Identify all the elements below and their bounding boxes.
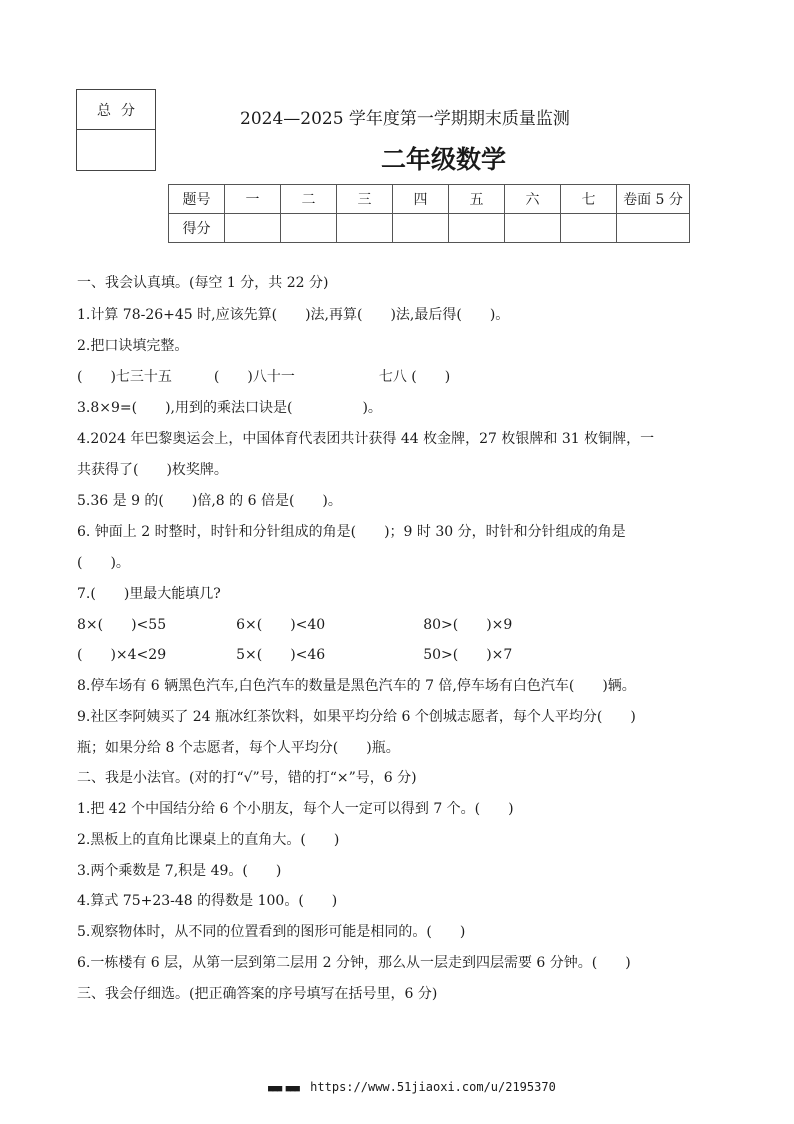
score-cell (505, 214, 561, 243)
question-line: ( )七三十五 ( )八十一 七八 ( ) (77, 369, 451, 385)
question-line: ( )×4<29 5×( )<46 50>( )×7 (77, 647, 513, 663)
section-1-heading: 一、我会认真填。(每空 1 分，共 22 分) (77, 275, 329, 291)
score-cell (281, 214, 337, 243)
col-header: 七 (561, 185, 617, 214)
question-line: 8.停车场有 6 辆黑色汽车,白色汽车的数量是黑色汽车的 7 倍,停车场有白色汽车( )辆。 (77, 678, 636, 694)
row-header-question: 题号 (169, 185, 225, 214)
col-header: 二 (281, 185, 337, 214)
row-header-score: 得分 (169, 214, 225, 243)
score-cell (393, 214, 449, 243)
question-line: 6.一栋楼有 6 层，从第一层到第二层用 2 分钟，那么从一层走到四层需要 6 分钟。( ) (77, 955, 631, 971)
col-header: 六 (505, 185, 561, 214)
score-cell (561, 214, 617, 243)
question-line: 9.社区李阿姨买了 24 瓶冰红茶饮料，如果平均分给 6 个创城志愿者，每个人平均分( ) (77, 709, 636, 725)
col-header: 三 (337, 185, 393, 214)
score-cell (337, 214, 393, 243)
section-3-heading: 三、我会仔细选。(把正确答案的序号填写在括号里，6 分) (77, 986, 438, 1002)
question-line: 2.把口诀填完整。 (77, 338, 189, 354)
score-cell (449, 214, 505, 243)
total-score-label: 总分 (77, 90, 155, 130)
score-cell (225, 214, 281, 243)
question-line: 1.计算 78-26+45 时,应该先算( )法,再算( )法,最后得( )。 (77, 307, 510, 323)
question-line: 4.算式 75+23-48 的得数是 100。( ) (77, 893, 338, 909)
score-table (168, 184, 690, 243)
footer-url[interactable]: https://www.51jiaoxi.com/u/2195370 (310, 1080, 556, 1094)
col-header: 卷面 5 分 (617, 185, 690, 214)
question-line: 5.36 是 9 的( )倍,8 的 6 倍是( )。 (77, 493, 342, 509)
footer-mark: ■■■ ■■■ (268, 1084, 299, 1094)
question-line: 6. 钟面上 2 时整时，时针和分针组成的角是( )；9 时 30 分，时针和分针组成的角是 (77, 524, 626, 540)
footer-watermark (268, 1080, 556, 1094)
question-line: 7.( )里最大能填几? (77, 586, 221, 602)
total-score-box (76, 89, 156, 171)
question-line: 瓶；如果分给 8 个志愿者，每个人平均分( )瓶。 (77, 740, 400, 756)
question-line: ( )。 (77, 555, 130, 571)
col-header: 一 (225, 185, 281, 214)
col-header: 五 (449, 185, 505, 214)
score-table-header-row (169, 185, 690, 214)
page-title: 二年级数学 (381, 145, 507, 174)
question-line: 1.把 42 个中国结分给 6 个小朋友，每个人一定可以得到 7 个。( ) (77, 801, 514, 817)
question-line: 3.8×9=( ),用到的乘法口诀是( )。 (77, 400, 382, 416)
question-line: 共获得了( )枚奖牌。 (77, 462, 228, 478)
question-line: 2.黑板上的直角比课桌上的直角大。( ) (77, 832, 340, 848)
question-line: 3.两个乘数是 7,积是 49。( ) (77, 863, 282, 879)
col-header: 四 (393, 185, 449, 214)
exam-subtitle: 2024—2025 学年度第一学期期末质量监测 (240, 109, 570, 129)
section-2-heading: 二、我是小法官。(对的打“√”号，错的打“×”号，6 分) (77, 770, 417, 786)
score-table-score-row (169, 214, 690, 243)
question-line: 5.观察物体时，从不同的位置看到的图形可能是相同的。( ) (77, 924, 466, 940)
score-cell (617, 214, 690, 243)
question-line: 8×( )<55 6×( )<40 80>( )×9 (77, 617, 513, 633)
question-line: 4.2024 年巴黎奥运会上，中国体育代表团共计获得 44 枚金牌，27 枚银牌和 31 枚铜牌，一 (77, 431, 655, 447)
